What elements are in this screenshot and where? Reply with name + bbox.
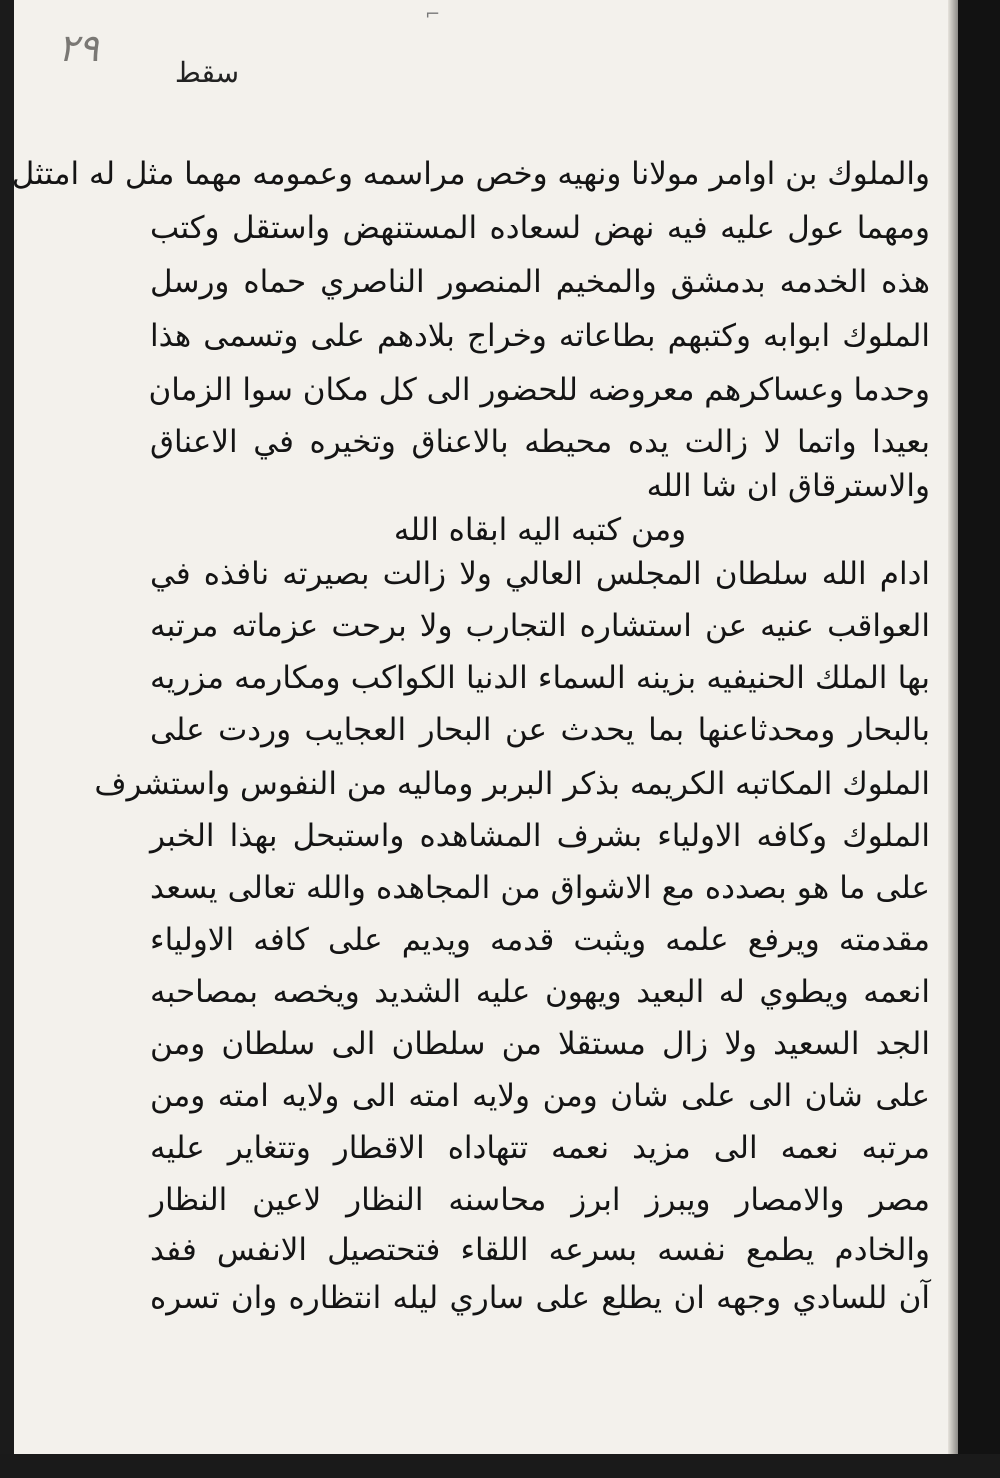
section-heading: ومن كتبه اليه ابقاه الله xyxy=(393,512,687,548)
text-line: بالبحار ومحدثاعنها بما يحدث عن البحار العجايب وردت على xyxy=(150,712,930,748)
text-line: مقدمته ويرفع علمه ويثبت قدمه ويديم على كافه الاولياء xyxy=(150,922,930,958)
scan-left-edge xyxy=(0,0,14,1478)
margin-note: سقط xyxy=(174,56,240,89)
text-line: العواقب عنيه عن استشاره التجارب ولا برحت عزماته مرتبه xyxy=(150,608,930,644)
text-line: هذه الخدمه بدمشق والمخيم المنصور الناصري حماه ورسل xyxy=(150,264,930,300)
text-line: مصر والامصار ويبرز ابرز محاسنه النظار لاعين النظار xyxy=(150,1182,930,1218)
text-line: آن للسادي وجهه ان يطلع على ساري ليله انتظاره وان تسره xyxy=(150,1280,930,1316)
scan-bottom-edge xyxy=(0,1454,1000,1478)
text-line: الملوك المكاتبه الكريمه بذكر البربر وماليه من النفوس واستشرف xyxy=(94,766,930,802)
text-line: والملوك بن اوامر مولانا ونهيه وخص مراسمه وعمومه مهما مثل له امتثل xyxy=(11,156,930,192)
folio-number: ٢٩ xyxy=(58,26,99,70)
text-line: ادام الله سلطان المجلس العالي ولا زالت بصيرته نافذه في xyxy=(150,556,930,592)
text-line: ومهما عول عليه فيه نهض لسعاده المستنهض واستقل وكتب xyxy=(150,210,930,246)
manuscript-text-block xyxy=(11,148,930,1418)
text-line: الجد السعيد ولا زال مستقلا من سلطان الى سلطان ومن xyxy=(150,1026,930,1062)
text-line: بعيدا واتما لا زالت يده محيطه بالاعناق وتخيره في الاعناق xyxy=(150,424,930,460)
text-line: انعمه ويطوي له البعيد ويهون عليه الشديد ويخصه بمصاحبه xyxy=(150,974,930,1010)
text-line: وحدما وعساكرهم معروضه للحضور الى كل مكان سوا الزمان xyxy=(148,372,930,408)
top-margin-mark: ⌐ xyxy=(425,4,441,25)
text-line: والاسترقاق ان شا الله xyxy=(646,468,930,504)
text-line: مرتبه نعمه الى مزيد نعمه تتهاداه الاقطار وتتغاير عليه xyxy=(150,1130,930,1166)
text-line: بها الملك الحنيفيه بزينه السماء الدنيا الكواكب ومكارمه مزريه xyxy=(150,660,930,696)
text-line: الملوك وكافه الاولياء بشرف المشاهده واستبحل بهذا الخبر xyxy=(150,818,930,854)
text-line: على ما هو بصدده مع الاشواق من المجاهده والله تعالى يسعد xyxy=(150,870,930,906)
text-line: الملوك ابوابه وكتبهم بطاعاته وخراج بلادهم على وتسمى هذا xyxy=(150,318,930,354)
page-fold-shadow xyxy=(948,0,958,1478)
text-line: على شان الى على شان ومن ولايه امته الى ولايه امته ومن xyxy=(150,1078,930,1114)
scan-right-edge xyxy=(958,0,1000,1478)
text-line: والخادم يطمع نفسه بسرعه اللقاء فتحتصيل الانفس ففد xyxy=(150,1232,930,1268)
